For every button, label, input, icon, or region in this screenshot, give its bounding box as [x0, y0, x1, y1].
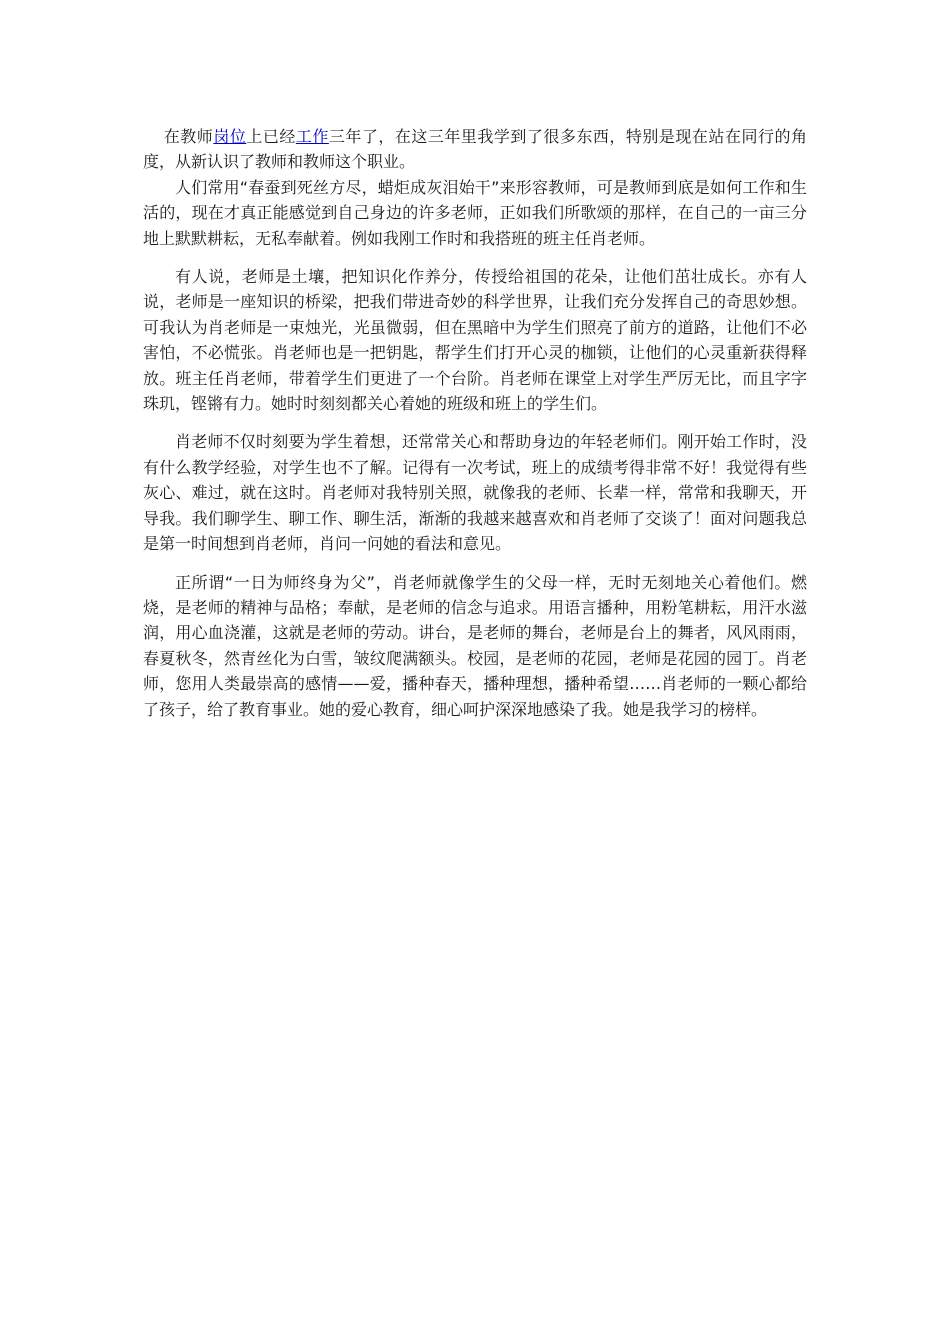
paragraph-intro: [143, 124, 807, 175]
paragraph-intro-text-c: 三年了，在这三年里我学到了很多东西，特别是现在站在同行的角度，从新认识了教师和教师这个职业。: [143, 127, 807, 172]
paragraph-role-model: 正所谓“一日为师终身为父”，肖老师就像学生的父母一样，无时无刻地关心着他们。燃烧，是老师的精神与品格；奉献，是老师的信念与追求。用语言播种，用粉笔耕耘，用汗水滋润，用心血浇灌，这就是老师的劳动。讲台，是老师的舞台，老师是台上的舞者，风风雨雨，春夏秋冬，然青丝化为白雪，皱纹爬满额头。校园，是老师的花园，老师是花园的园丁。肖老师，您用人类最崇高的感情——爱，播种春天，播种理想，播种希望……肖老师的一颗心都给了孩子，给了教育事业。她的爱心教育，细心呵护深深地感染了我。她是我学习的榜样。: [143, 572, 807, 719]
document-body: [143, 124, 807, 722]
link-gongzuo[interactable]: 工作: [295, 127, 329, 146]
paragraph-spring-silkworm: 人们常用“春蚕到死丝方尽，蜡炬成灰泪始干”来形容教师，可是教师到底是如何工作和生活的，现在才真正能感觉到自己身边的许多老师，正如我们所歌颂的那样，在自己的一亩三分地上默默耕耘，无私奉献着。例如我刚工作时和我搭班的班主任肖老师。: [143, 177, 807, 248]
paragraph-intro-text-b: 上已经: [246, 127, 296, 146]
paragraph-mentor: 肖老师不仅时刻要为学生着想，还常常关心和帮助身边的年轻老师们。刚开始工作时，没有什么教学经验，对学生也不了解。记得有一次考试，班上的成绩考得非常不好！我觉得有些灰心、难过，就在这时。肖老师对我特别关照，就像我的老师、长辈一样，常常和我聊天，开导我。我们聊学生、聊工作、聊生活，渐渐的我越来越喜欢和肖老师了交谈了！面对问题我总是第一时间想到肖老师，肖问一问她的看法和意见。: [143, 432, 807, 554]
paragraph-intro-text-a: 在教师: [163, 127, 214, 146]
link-gangwei[interactable]: 岗位: [213, 127, 247, 146]
paragraph-candlelight: 有人说，老师是土壤，把知识化作养分，传授给祖国的花朵，让他们茁壮成长。亦有人说，老师是一座知识的桥梁，把我们带进奇妙的科学世界，让我们充分发挥自己的奇思妙想。可我认为肖老师是一束烛光，光虽微弱，但在黑暗中为学生们照亮了前方的道路，让他们不必害怕，不必慌张。肖老师也是一把钥匙，帮学生们打开心灵的枷锁，让他们的心灵重新获得释放。班主任肖老师，带着学生们更进了一个台阶。肖老师在课堂上对学生严厉无比，而且字字珠玑，铿锵有力。她时时刻刻都关心着她的班级和班上的学生们。: [143, 267, 807, 414]
